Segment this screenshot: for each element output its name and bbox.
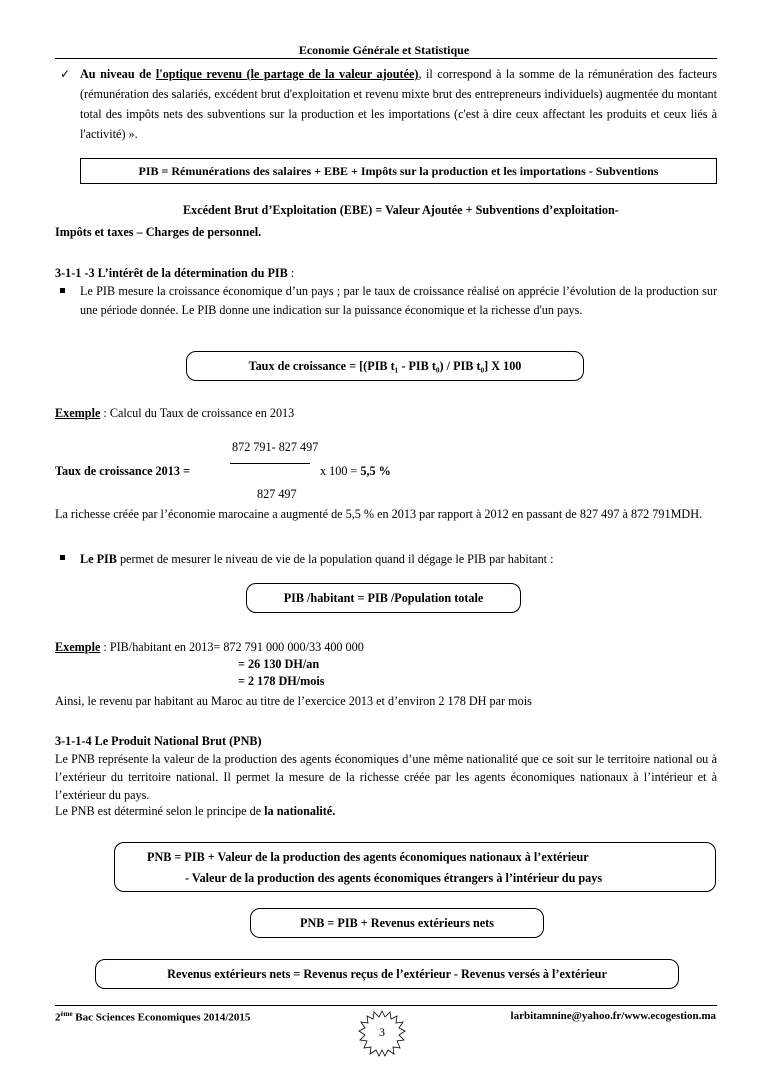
exemple2-heading xyxy=(55,640,364,655)
formula-pnb-box xyxy=(114,842,716,892)
bullet-icon xyxy=(60,288,65,293)
check-mark-icon: ✓ xyxy=(60,67,71,81)
interet-bullet-item xyxy=(80,282,717,320)
footer-class: Bac Sciences Economiques 2014/2015 xyxy=(72,1011,251,1024)
formula-pnb-short: PNB = PIB + Revenus extérieurs nets xyxy=(300,915,494,930)
taux-mult: x 100 = xyxy=(320,464,361,478)
page-number-badge xyxy=(357,1008,407,1058)
exemple2-line2: = 26 130 DH/an xyxy=(238,657,320,671)
exemple2-line3: = 2 178 DH/mois xyxy=(238,674,325,688)
section-pnb-principe xyxy=(55,804,335,819)
bullet-icon xyxy=(60,555,65,560)
taux-croissance-lhs: Taux de croissance 2013 = xyxy=(55,464,190,478)
fraction-denominator: 827 497 xyxy=(257,487,297,501)
formula-taux: Taux de croissance = [(PIB t₁ - PIB t₀) / PIB t₀] X 100 xyxy=(248,358,522,373)
formula-pib-revenu-box xyxy=(80,158,717,184)
formula-pnb-line2: - Valeur de la production des agents économiques étrangers à l’intérieur du pays xyxy=(185,871,603,885)
fraction-line xyxy=(230,463,310,464)
exemple1-heading xyxy=(55,406,294,421)
pib-niveau-bullet-item xyxy=(80,549,717,569)
formula-pib-habitant: PIB /habitant = PIB /Population totale xyxy=(283,590,484,605)
revenu-lead: Au niveau de xyxy=(80,67,156,81)
exemple1-text: : Calcul du Taux de croissance en 2013 xyxy=(100,406,295,420)
formula-revenus: Revenus extérieurs nets = Revenus reçus de l’extérieur - Revenus versés à l’extérieur xyxy=(167,966,607,981)
page-number: 3 xyxy=(379,1025,385,1039)
principe-text: Le PNB est déterminé selon le principe de xyxy=(55,804,265,818)
ebe-definition-line2: Impôts et taxes – Charges de personnel. xyxy=(55,225,262,239)
revenu-paragraph xyxy=(60,64,717,144)
taux-croissance-rhs xyxy=(320,464,391,479)
pib-niveau-bold: Le PIB xyxy=(80,552,117,566)
formula-pib-habitant-box xyxy=(246,583,521,613)
formula-taux-box xyxy=(186,351,584,381)
exemple2-conclusion: Ainsi, le revenu par habitant au Maroc au titre de l’exercice 2013 et d’environ 2 178 DH par mois xyxy=(55,694,532,708)
section-interet-title-suffix: : xyxy=(287,266,295,280)
taux-result: 5,5 % xyxy=(360,464,391,478)
formula-pnb-short-box xyxy=(250,908,544,938)
formula-pnb-line1: PNB = PIB + Valeur de la production des agents économiques nationaux à l’extérieur xyxy=(147,850,589,864)
section-pnb-paragraph: Le PNB représente la valeur de la production des agents économiques d’une même nationalité que ce soit sur le territoire national ou à l’extérieur du territoire national. Il permet la mesure de la richesse créée par les agents économiques nationaux à l’intérieur et à l’extérieur du pays. xyxy=(55,752,717,802)
header-rule xyxy=(55,58,717,59)
principe-bold: la nationalité. xyxy=(264,804,336,818)
fraction-numerator: 872 791- 827 497 xyxy=(232,440,319,454)
footer-level-sup: ème xyxy=(60,1010,73,1018)
section-interet-title: 3-1-1 -3 L’intérêt de la détermination du PIB xyxy=(55,266,288,280)
formula-revenus-box xyxy=(95,959,679,989)
section-interet-heading xyxy=(55,266,294,281)
revenu-text: , il correspond à la somme de la rémunération des facteurs (rémunération des salariés, excédent brut d'exploitation et revenu mixte brut des entrepreneurs individuels) augmentée du montant total des impôts nets des subventions sur la production et les importations (c'est à dire ceux affectant les produits et ceux liés à l'activité) ». xyxy=(80,67,717,141)
page-header-title: Economie Générale et Statistique xyxy=(298,43,470,57)
ebe-definition-line1: Excédent Brut d’Exploitation (EBE) = Valeur Ajoutée + Subventions d’exploitation- xyxy=(183,203,619,217)
interet-bullet-text: Le PIB mesure la croissance économique d’un pays ; par le taux de croissance réalisé on apprécie l’évolution de la production sur une période donnée. Le PIB donne une indication sur la puissance économique et la richesse d'un pays. xyxy=(80,284,717,317)
footer-rule xyxy=(55,1005,717,1006)
section-pnb-title: 3-1-1-4 Le Produit National Brut (PNB) xyxy=(55,734,262,748)
footer-contact: larbitamnine@yahoo.fr/www.ecogestion.ma xyxy=(510,1010,716,1022)
exemple2-text: : PIB/habitant en 2013= 872 791 000 000/33 400 000 xyxy=(100,640,364,654)
formula-pib-revenu: PIB = Rémunérations des salaires + EBE + Impôts sur la production et les importations - Subventions xyxy=(138,163,659,178)
optique-revenu-term: l'optique revenu (le partage de la valeur ajoutée) xyxy=(155,67,419,81)
footer-left xyxy=(55,1010,250,1024)
pib-niveau-text: permet de mesurer le niveau de vie de la population quand il dégage le PIB par habitant : xyxy=(116,552,554,566)
footer-level: 2 xyxy=(55,1011,61,1024)
exemple1-conclusion: La richesse créée par l’économie marocaine a augmenté de 5,5 % en 2013 par rapport à 2012 en passant de 827 497 à 872 791MDH. xyxy=(55,507,703,521)
exemple1-label: Exemple xyxy=(55,406,101,420)
exemple2-label: Exemple xyxy=(55,640,101,654)
